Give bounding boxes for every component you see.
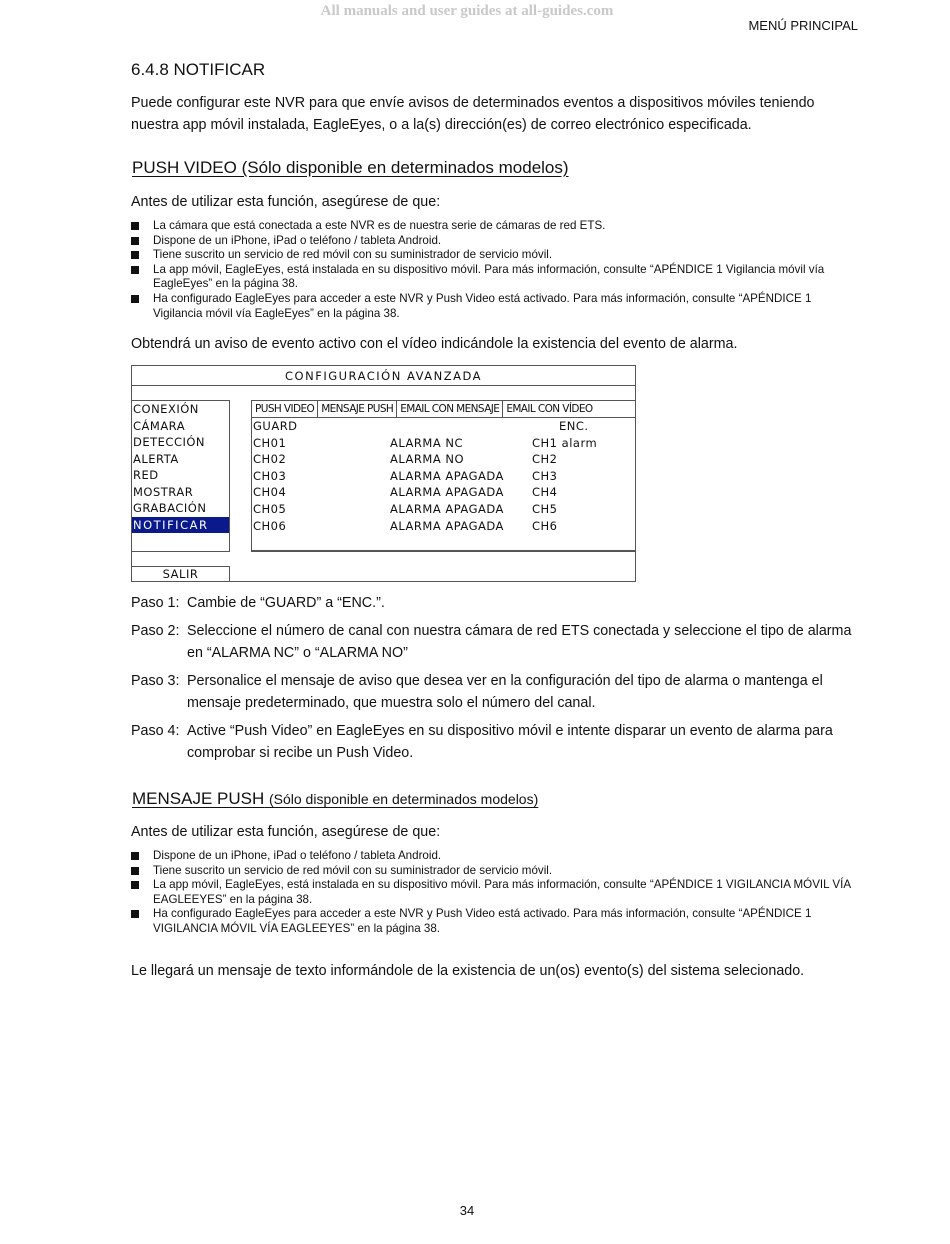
divider <box>251 550 635 551</box>
list-item: Tiene suscrito un servicio de red móvil con su suministrador de servicio móvil. <box>131 248 853 263</box>
step-text: Cambie de “GUARD” a “ENC.”. <box>187 595 385 611</box>
steps-list <box>131 592 853 770</box>
section-title: 6.4.8 NOTIFICAR <box>131 60 266 79</box>
channel-label: CH05 <box>253 501 287 516</box>
notify-settings <box>251 400 636 552</box>
tab-email-message[interactable]: EMAIL CON MENSAJE <box>397 401 503 417</box>
table-row <box>252 518 636 535</box>
list-item: Dispone de un iPhone, iPad o teléfono / tableta Android. <box>131 849 853 864</box>
push-video-requirements <box>131 219 853 321</box>
divider <box>132 385 635 386</box>
tab-push-message[interactable]: MENSAJE PUSH <box>318 401 397 417</box>
menu-item-notificar[interactable]: NOTIFICAR <box>132 517 229 534</box>
message-field[interactable]: CH4 <box>532 485 558 500</box>
guard-label: GUARD <box>253 419 298 433</box>
list-item: Ha configurado EagleEyes para acceder a este NVR y Push Video está activado. Para más información, consulte “APÉNDICE 1 VIGILANCIA MÓVIL VÍA EAGLEEYES” en la página 38. <box>131 907 853 936</box>
step-item <box>131 720 853 764</box>
list-item: Tiene suscrito un servicio de red móvil con su suministrador de servicio móvil. <box>131 864 853 879</box>
step-text: Active “Push Video” en EagleEyes en su dispositivo móvil e intente disparar un evento de alarma para comprobar si recibe un Push Video. <box>187 723 833 761</box>
push-video-heading: PUSH VIDEO (Sólo disponible en determinados modelos) <box>132 158 569 177</box>
message-field[interactable]: CH6 <box>532 518 558 533</box>
exit-button[interactable]: SALIR <box>132 566 230 581</box>
push-message-heading-main: MENSAJE PUSH <box>132 789 265 808</box>
push-message-before: Antes de utilizar esta función, asegúrese de que: <box>131 824 441 840</box>
table-row <box>252 468 636 485</box>
menu-item-red[interactable]: RED <box>133 468 159 482</box>
channel-label: CH02 <box>253 452 287 467</box>
menu-item-grabacion[interactable]: GRABACIÓN <box>133 501 207 515</box>
alarm-type-select[interactable]: ALARMA APAGADA <box>390 485 504 500</box>
panel-title: CONFIGURACIÓN AVANZADA <box>285 369 482 383</box>
channel-label: CH03 <box>253 468 287 483</box>
guard-value[interactable]: ENC. <box>559 419 589 433</box>
push-message-heading <box>132 789 538 809</box>
step-item <box>131 670 853 714</box>
step-item <box>131 620 853 664</box>
table-row <box>252 484 636 501</box>
menu-item-conexion[interactable]: CONEXIÓN <box>133 402 199 416</box>
list-item: Ha configurado EagleEyes para acceder a este NVR y Push Video está activado. Para más información, consulte “APÉNDICE 1 Vigilancia móvil vía EagleEyes” en la página 38. <box>131 292 853 321</box>
step-item <box>131 592 853 614</box>
channel-label: CH06 <box>253 518 287 533</box>
menu-item-alerta[interactable]: ALERTA <box>133 451 179 466</box>
channel-label: CH04 <box>253 485 287 500</box>
alarm-type-select[interactable]: ALARMA APAGADA <box>390 518 504 533</box>
push-message-result: Le llegará un mensaje de texto informándole de la existencia de un(os) evento(s) del sistema selecionado. <box>131 963 805 979</box>
push-video-before: Antes de utilizar esta función, asegúrese de que: <box>131 194 441 210</box>
push-message-heading-note: (Sólo disponible en determinados modelos) <box>268 791 539 807</box>
list-item: La app móvil, EagleEyes, está instalada en su dispositivo móvil. Para más información, consulte “APÉNDICE 1 Vigilancia móvil vía EagleEyes” en la página 38. <box>131 263 853 292</box>
step-label: Paso 4: <box>131 723 180 739</box>
menu-item-deteccion[interactable]: DETECCIÓN <box>133 435 206 449</box>
step-label: Paso 1: <box>131 595 180 611</box>
list-item: La cámara que está conectada a este NVR es de nuestra serie de cámaras de red ETS. <box>131 219 853 234</box>
table-row <box>252 451 636 468</box>
table-row <box>252 435 636 452</box>
list-item: Dispone de un iPhone, iPad o teléfono / tableta Android. <box>131 234 853 249</box>
step-label: Paso 3: <box>131 673 180 689</box>
step-text: Seleccione el número de canal con nuestra cámara de red ETS conectada y seleccione el tipo de alarma en “ALARMA NC” o “ALARMA NO” <box>187 623 852 661</box>
channel-label: CH01 <box>253 435 287 450</box>
tab-email-video[interactable]: EMAIL CON VÍDEO <box>506 403 593 415</box>
notify-tabs <box>252 401 636 418</box>
list-item: La app móvil, EagleEyes, está instalada en su dispositivo móvil. Para más información, consulte “APÉNDICE 1 VIGILANCIA MÓVIL VÍA EAGLEEYES” en la página 38. <box>131 878 853 907</box>
watermark: All manuals and user guides at all-guides.com <box>320 3 614 19</box>
message-field[interactable]: CH1 alarm <box>532 435 598 450</box>
guard-row <box>252 418 636 435</box>
alarm-type-select[interactable]: ALARMA APAGADA <box>390 501 504 516</box>
step-text: Personalice el mensaje de aviso que desea ver en la configuración del tipo de alarma o mantenga el mensaje predeterminado, que muestra solo el número del canal. <box>187 673 823 711</box>
table-row <box>252 501 636 518</box>
tab-push-video[interactable]: PUSH VIDEO <box>252 401 318 417</box>
menu-item-camara[interactable]: CÁMARA <box>133 418 186 433</box>
step-label: Paso 2: <box>131 623 180 639</box>
message-field[interactable]: CH2 <box>532 452 558 467</box>
alarm-type-select[interactable]: ALARMA NC <box>390 435 463 450</box>
advanced-config-panel <box>131 365 636 582</box>
page-number: 34 <box>459 1203 475 1218</box>
config-menu <box>132 400 230 552</box>
menu-item-mostrar[interactable]: MOSTRAR <box>133 484 194 499</box>
message-field[interactable]: CH5 <box>532 501 558 516</box>
intro-paragraph: Puede configurar este NVR para que envíe avisos de determinados eventos a dispositivos móviles teniendo nuestra app móvil instalada, EagleEyes, o a la(s) dirección(es) de correo electrónico especificada. <box>131 95 815 133</box>
running-head: MENÚ PRINCIPAL <box>748 18 858 33</box>
push-message-requirements <box>131 849 853 937</box>
alarm-type-select[interactable]: ALARMA APAGADA <box>390 468 504 483</box>
alarm-type-select[interactable]: ALARMA NO <box>390 452 464 467</box>
message-field[interactable]: CH3 <box>532 468 558 483</box>
push-video-result: Obtendrá un aviso de evento activo con el vídeo indicándole la existencia del evento de alarma. <box>131 336 738 352</box>
